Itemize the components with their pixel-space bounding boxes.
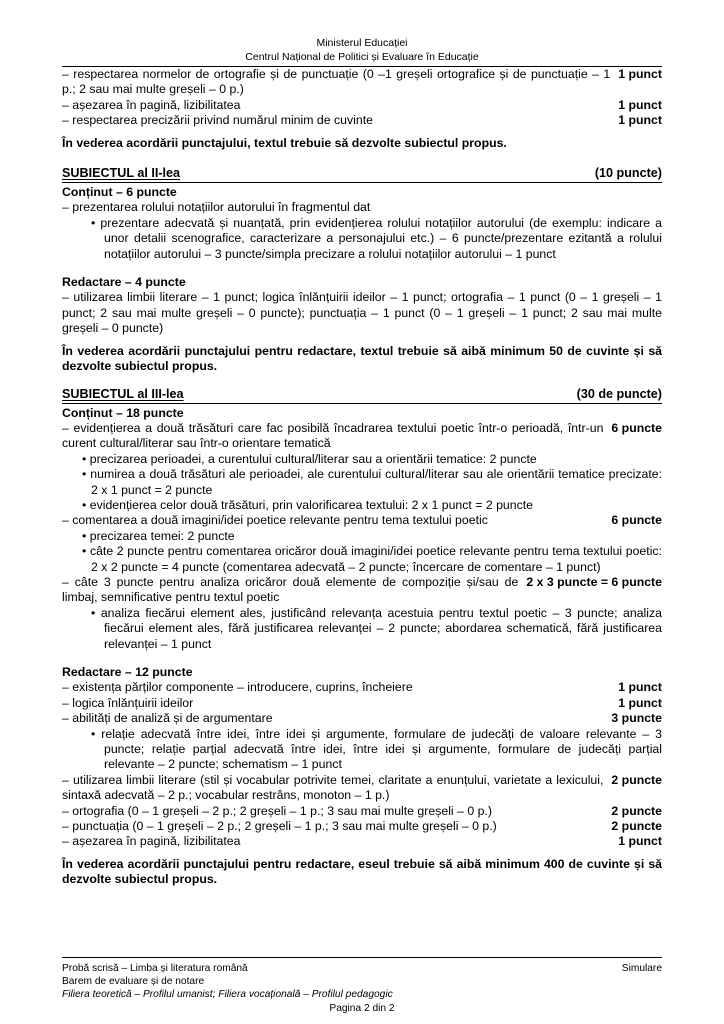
redactare-item: [62, 804, 662, 819]
item-text: – așezarea în pagină, lizibilitatea: [62, 834, 241, 849]
continut-bullet-item: [62, 606, 662, 652]
continut-item: [62, 513, 662, 528]
bullet-glyph-icon: •: [91, 605, 96, 620]
criteria-points: 1 punct: [618, 113, 662, 128]
item-text: – ortografia (0 – 1 greșeli – 2 p.; 2 greșeli – 1 p.; 3 sau mai multe greșeli – 0 p.): [62, 803, 492, 818]
continut-dash-item: – prezentarea rolului notațiilor autorului în fragmentul dat: [62, 200, 371, 215]
redactare-heading: Redactare – 12 puncte: [62, 665, 193, 679]
item-points: 1 punct: [618, 834, 662, 849]
item-text: – câte 3 puncte pentru analiza oricăror două elemente de compoziție și/sau de limbaj, semnificative pentru textul poetic: [62, 574, 519, 605]
bullet-text: analiza fiecărui element ales, justificând relevanța acestuia pentru textul poetic – 3 puncte; analiza fiecărui element ales, fără justificarea relevanței – 2 puncte; abordarea schematică, fără justificarea relevanței – 1 punct: [100, 605, 663, 651]
continut-item: [62, 575, 662, 606]
bullet-text: câte 2 puncte pentru comentarea oricăror două imagini/idei poetice relevante pentru tema textului poetic: 2 x 2 puncte = 4 puncte (comentarea adecvată – 2 puncte; încercare de comentare – 1 punct): [89, 544, 662, 574]
page-number: Pagina 2 din 2: [329, 1002, 395, 1014]
footer-line-3: Filiera teoretică – Profilul umanist; Filiera vocațională – Profilul pedagogic: [62, 989, 393, 1001]
item-text: – utilizarea limbii literare (stil și vocabular potrivite temei, claritate a enunțului, varietate a lexicului, sintaxă adecvată – 2 p.; vocabular restrâns, monoton – 1 p.): [62, 772, 604, 803]
bullet-glyph-icon: •: [82, 451, 87, 466]
section-title: SUBIECTUL al III-lea: [62, 386, 184, 401]
continut-heading: Conținut – 6 puncte: [62, 185, 177, 200]
exam-session-label: Simulare: [621, 963, 662, 974]
top-criteria-statement: În vederea acordării punctajului, textul trebuie să dezvolte subiectul propus.: [62, 135, 507, 150]
criteria-text: – respectarea normelor de ortografie și de punctuație (0 –1 greșeli ortografice și de punctuație – 1 p.; 2 sau mai multe greșeli – 0 p.): [62, 67, 611, 97]
bullet-glyph-icon: •: [91, 726, 96, 741]
criteria-item: [62, 67, 662, 98]
criteria-item: [62, 98, 662, 113]
item-text: – punctuația (0 – 1 greșeli – 2 p.; 2 greșeli – 1 p.; 3 sau mai multe greșeli – 0 p.): [62, 819, 497, 834]
item-points: 2 x 3 puncte = 6 puncte: [526, 574, 662, 589]
continut-bullet-item: [62, 216, 662, 262]
bullet-glyph-icon: •: [91, 215, 96, 230]
continut-bullet-item: [62, 529, 662, 544]
item-text: – existența părților componente – introducere, cuprins, încheiere: [62, 680, 413, 695]
redactare-item: [62, 680, 662, 695]
footer-line-1: [62, 962, 662, 975]
section-title: SUBIECTUL al II-lea: [62, 166, 181, 181]
continut-item: [62, 421, 662, 452]
continut-bullet-item: [62, 498, 662, 513]
bullet-text: precizarea perioadei, a curentului cultural/literar sau a orientării tematice: 2 puncte: [89, 451, 537, 466]
redactare-bullet-item: [62, 727, 662, 773]
document-header: [62, 0, 662, 64]
item-points: 2 puncte: [611, 772, 662, 787]
continut-bullet-item: [62, 467, 662, 498]
redactare-item: [62, 696, 662, 711]
page-footer: [62, 957, 662, 1015]
continut-bullet-item: [62, 544, 662, 575]
redactare-heading: Redactare – 4 puncte: [62, 275, 186, 290]
bullet-glyph-icon: •: [82, 528, 87, 543]
item-points: 1 punct: [618, 680, 662, 695]
continut-heading: Conținut – 18 puncte: [62, 405, 184, 420]
redactare-statement: În vederea acordării punctajului pentru redactare, textul trebuie să aibă minimum 50 de cuvinte și să dezvolte subiectul propus.: [62, 343, 662, 374]
document-page: [62, 0, 662, 1024]
redactare-item: [62, 773, 662, 804]
item-points: 1 punct: [618, 695, 662, 710]
section-header-subiectul-3: [62, 386, 662, 404]
redactare-item: [62, 711, 662, 726]
center-name: Centrul Național de Politici și Evaluare în Educație: [245, 50, 479, 63]
criteria-points: 1 punct: [618, 97, 662, 112]
item-points: 2 puncte: [611, 803, 662, 818]
item-text: – evidențierea a două trăsături care fac posibilă încadrarea textului poetic într-o perioadă, într-un curent cultural/literar sau într-o orientare tematică: [62, 420, 604, 451]
section-header-subiectul-2: [62, 165, 662, 183]
item-points: 6 puncte: [611, 513, 662, 528]
top-criteria-list: [62, 67, 662, 129]
bullet-glyph-icon: •: [82, 544, 87, 559]
redactare-criteria-text: – utilizarea limbii literare – 1 punct; logica înlănțuirii ideilor – 1 punct; ortografia – 1 punct (0 – 1 greșeli – 1 punct; 2 sau mai multe greșeli – 0 puncte); punctuația – 1 punct (0 – 1 greșeli – 1 punct; 2 sau mai multe greșeli – 0 puncte): [62, 290, 662, 336]
criteria-text: – așezarea în pagină, lizibilitatea: [62, 97, 241, 112]
item-text: – abilități de analiză și de argumentare: [62, 711, 273, 726]
criteria-item: [62, 113, 662, 128]
bullet-text: numirea a două trăsături ale perioadei, ale curentului cultural/literar sau ale orientării tematice precizate: 2 x 1 punct = 2 puncte: [90, 467, 662, 497]
section-points: (30 de puncte): [576, 386, 662, 401]
continut-bullet-item: [62, 452, 662, 467]
item-text: – comentarea a două imagini/idei poetice relevante pentru tema textului poetic: [62, 513, 488, 528]
bullet-glyph-icon: •: [82, 467, 87, 482]
criteria-text: – respectarea precizării privind numărul minim de cuvinte: [62, 113, 373, 128]
redactare-statement: În vederea acordării punctajului pentru redactare, eseul trebuie să aibă minimum 400 de cuvinte și să dezvolte subiectul propus.: [62, 856, 662, 887]
item-points: 2 puncte: [611, 819, 662, 834]
exam-subject-label: Probă scrisă – Limba și literatura română: [62, 963, 248, 974]
section-points: (10 puncte): [594, 166, 662, 181]
redactare-item: [62, 819, 662, 834]
ministry-name: Ministerul Educației: [316, 37, 408, 49]
bullet-glyph-icon: •: [82, 497, 87, 512]
bullet-text: relație adecvată între idei, între idei și argumente, formulare de judecăți de valoare relevante – 3 puncte; relație parțial adecvată între idei, între idei și argumente, formulare de judecăți parțial relevante – 2 puncte; schematism – 1 punct: [101, 726, 663, 772]
bullet-text: precizarea temei: 2 puncte: [89, 528, 235, 543]
item-points: 6 puncte: [611, 420, 662, 435]
footer-line-2: Barem de evaluare și de notare: [62, 976, 205, 988]
item-text: – logica înlănțuirii ideilor: [62, 695, 194, 710]
redactare-item: [62, 834, 662, 849]
item-points: 3 puncte: [611, 711, 662, 726]
bullet-text: prezentare adecvată și nuanțată, prin evidențierea rolului notațiilor autorului (de exemplu: indicare a unor detalii scenografice, caracterizare a personajului etc.) – 6 puncte/prezentare ezitantă a rolului notațiilor autorului – 3 puncte/simpla precizare a rolului notațiilor autorului – 1 punct: [100, 215, 663, 261]
bullet-text: evidențierea celor două trăsături, prin valorificarea textului: 2 x 1 punct = 2 puncte: [89, 497, 534, 512]
criteria-points: 1 punct: [618, 67, 662, 81]
